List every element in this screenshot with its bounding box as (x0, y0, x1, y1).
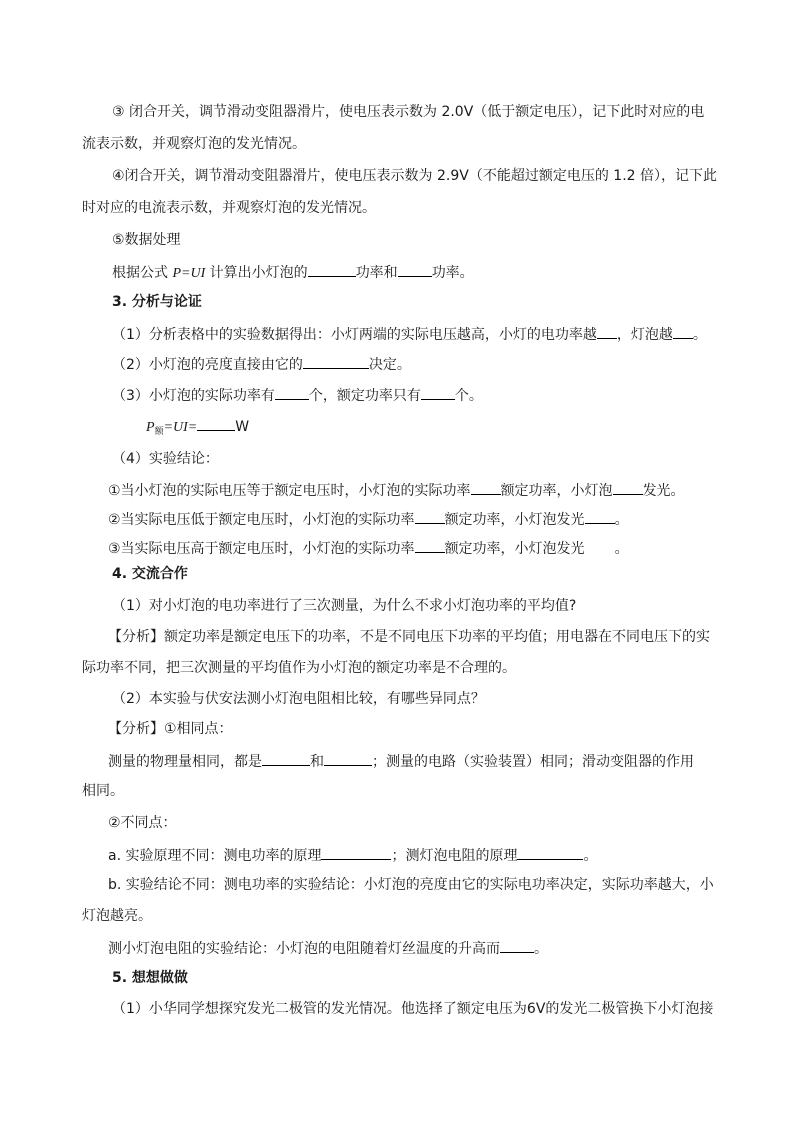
subscript: 额 (154, 427, 164, 437)
task-1: （1）小华同学想探究发光二极管的发光情况。他选择了额定电压为6V的发光二极管换下小灯泡接 (112, 1001, 714, 1017)
fill-blank (500, 937, 534, 953)
text: 功率和 (355, 265, 398, 281)
text: 。 (614, 541, 629, 557)
section-4-heading: 4. 交流合作 (112, 566, 188, 582)
text: 和 (310, 754, 324, 770)
answer-1-line2: 际功率不同，把三次测量的平均值作为小灯泡的额定功率是不合理的。 (82, 660, 516, 676)
fill-blank (673, 323, 693, 339)
answer-1-line1: 【分析】额定功率是额定电压下的功率，不是不同电压下功率的平均值；用电器在不同电压下的实 (108, 629, 710, 645)
fill-blank (415, 537, 445, 553)
fill-blank (303, 353, 369, 369)
difference-b-line1: b. 实验结论不同：测电功率的实验结论：小灯泡的亮度由它的实际电功率决定，实际功率越大，小 (108, 877, 714, 893)
fill-blank (517, 844, 583, 860)
text: 。 (614, 512, 629, 528)
text: 测量的物理量相同，都是 (108, 754, 262, 770)
text: ③当实际电压高于额定电压时，小灯泡的实际功率 (108, 541, 415, 557)
conclusion-3 (108, 537, 793, 559)
text: 。 (692, 327, 707, 343)
fill-blank (415, 508, 445, 524)
difference-a (108, 844, 793, 866)
text: ；测量的电路（实验装置）相同；滑动变阻器的作用 (372, 754, 694, 770)
text: 额定功率，小灯泡 (500, 483, 613, 499)
step-5-heading: ⑤数据处理 (112, 232, 181, 248)
fill-blank (321, 844, 391, 860)
analysis-4: （4）实验结论： (112, 451, 219, 467)
fill-blank (308, 261, 356, 277)
section-5-heading: 5. 想想做做 (112, 970, 188, 986)
text: （2）小灯泡的亮度直接由它的 (112, 357, 303, 373)
fill-blank (262, 750, 310, 766)
formula-line (112, 261, 793, 284)
difference-b-line2: 灯泡越亮。 (82, 908, 152, 924)
text: 测小灯泡电阻的实验结论：小灯泡的电阻随着灯丝温度的升高而 (108, 941, 500, 957)
fill-blank (585, 508, 615, 524)
text: （1）分析表格中的实验数据得出：小灯两端的实际电压越高，小灯的电功率越 (112, 327, 597, 343)
text: a. 实验原理不同：测电功率的原理 (108, 848, 322, 864)
text: 。 (534, 941, 548, 957)
similarity-line2: 相同。 (82, 783, 124, 799)
fill-blank (597, 323, 617, 339)
text: 个，额定功率只有 (308, 388, 421, 404)
step-4-line1: ④闭合开关，调节滑动变阻器滑片，使电压表示数为 2.9V（不能超过额定电压的 1.2 倍），记下此 (112, 168, 718, 184)
analysis-2 (112, 353, 793, 375)
text: 决定。 (368, 357, 411, 373)
text: 功率。 (431, 265, 474, 281)
difference-heading: ②不同点： (108, 815, 177, 831)
fill-blank (197, 415, 235, 431)
fill-blank (275, 384, 309, 400)
text: 个。 (454, 388, 483, 404)
text: 。 (583, 848, 598, 864)
resistance-conclusion (108, 937, 793, 959)
text: ，灯泡越 (616, 327, 673, 343)
text: （3）小灯泡的实际功率有 (112, 388, 275, 404)
similarity-line1 (108, 750, 793, 772)
fill-blank (398, 261, 432, 277)
analysis-3 (112, 384, 793, 406)
analysis-1 (112, 323, 793, 345)
unit: W (235, 419, 250, 435)
text: 根据公式 (112, 265, 173, 281)
fill-blank (471, 479, 501, 495)
formula: =UI= (163, 420, 198, 435)
text: 计算出小灯泡的 (205, 265, 308, 281)
step-4-line2: 时对应的电流表示数，并观察灯泡的发光情况。 (82, 200, 376, 216)
text: ②当实际电压低于额定电压时，小灯泡的实际功率 (108, 512, 415, 528)
fill-blank (324, 750, 372, 766)
conclusion-1 (108, 479, 793, 501)
answer-2-heading: 【分析】①相同点： (108, 721, 233, 737)
text: 发光。 (642, 483, 685, 499)
fill-blank (421, 384, 455, 400)
fill-blank (613, 479, 643, 495)
step-3-line1: ③ 闭合开关，调节滑动变阻器滑片，使电压表示数为 2.0V（低于额定电压），记下此时对应的电 (112, 104, 705, 120)
conclusion-2 (108, 508, 793, 530)
text: 额定功率，小灯泡发光 (444, 541, 585, 557)
text: 额定功率，小灯泡发光 (444, 512, 585, 528)
text: ①当小灯泡的实际电压等于额定电压时，小灯泡的实际功率 (108, 483, 471, 499)
symbol: P (146, 420, 155, 435)
question-1: （1）对小灯泡的电功率进行了三次测量，为什么不求小灯泡功率的平均值? (112, 598, 577, 614)
text: ；测灯泡电阻的原理 (391, 848, 518, 864)
step-3-line2: 流表示数，并观察灯泡的发光情况。 (82, 136, 306, 152)
section-3-heading: 3. 分析与论证 (112, 294, 202, 310)
question-2: （2）本实验与伏安法测小灯泡电阻相比较，有哪些异同点？ (112, 691, 485, 707)
rated-power-formula (146, 415, 793, 442)
formula: P=UI (172, 266, 206, 281)
